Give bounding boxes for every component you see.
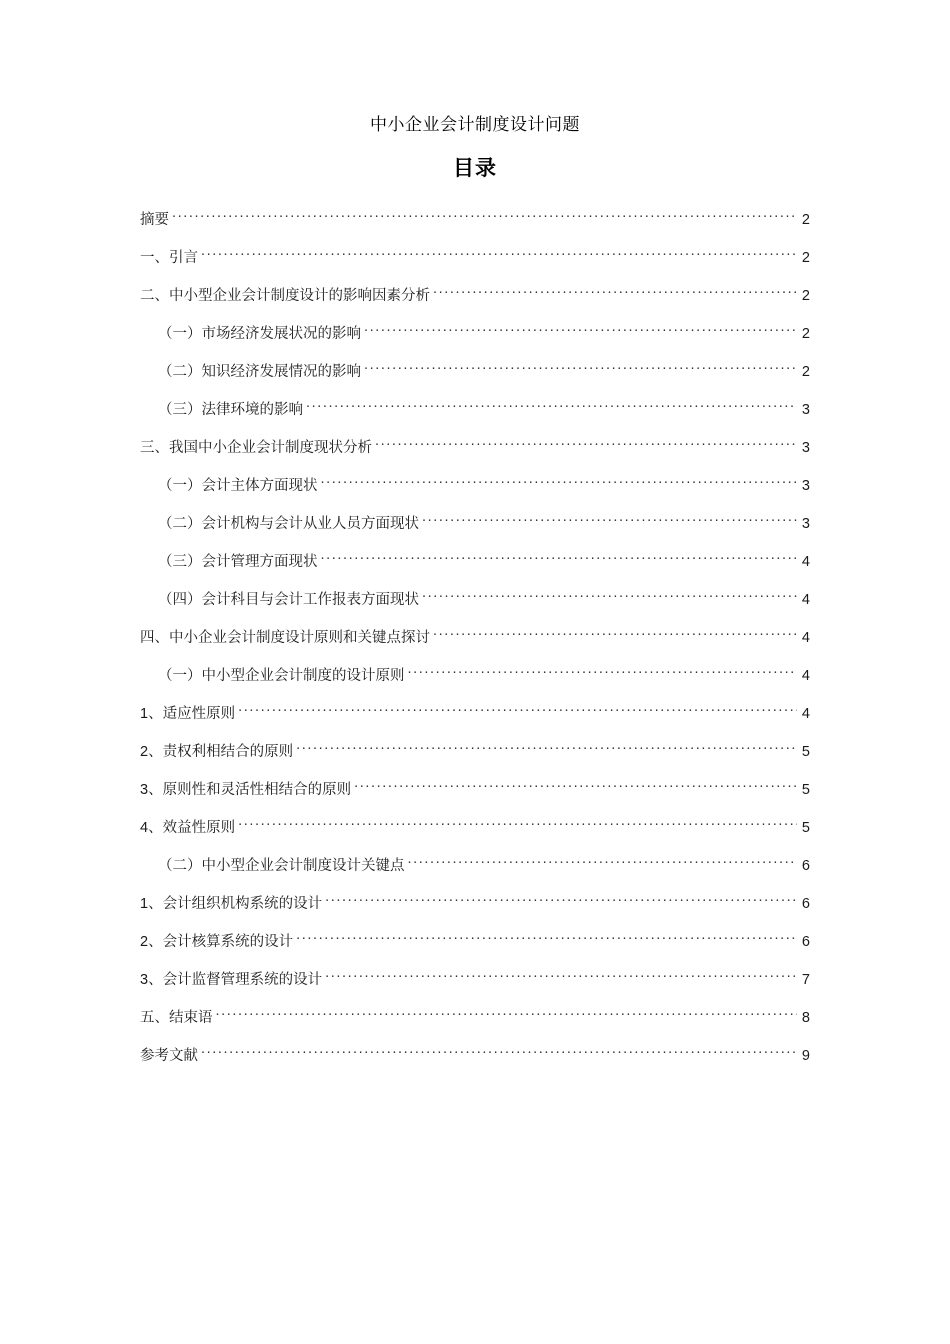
- toc-entry[interactable]: [140, 742, 810, 762]
- toc-entry-label: 一、引言: [140, 250, 198, 266]
- toc-leader-dots: [216, 1008, 798, 1022]
- toc-entry[interactable]: [140, 400, 810, 420]
- toc-entry-label: （一）中小型企业会计制度的设计原则: [158, 668, 405, 684]
- toc-entry-page-number: 4: [801, 706, 810, 722]
- toc-leader-dots: [296, 932, 797, 946]
- toc-entry-label: （三）会计管理方面现状: [158, 554, 318, 570]
- toc-entry[interactable]: [140, 1008, 810, 1028]
- toc-heading: 目录: [453, 157, 497, 180]
- toc-leader-dots: [238, 704, 797, 718]
- page-title: 中小企业会计制度设计问题: [370, 115, 580, 134]
- toc-leader-dots: [321, 552, 798, 566]
- toc-leader-dots: [238, 818, 797, 832]
- toc-leader-dots: [433, 628, 797, 642]
- toc-entry-page-number: 3: [801, 478, 810, 494]
- toc-entry-page-number: 2: [801, 212, 810, 228]
- toc-leader-dots: [172, 210, 797, 224]
- toc-entry[interactable]: [140, 514, 810, 534]
- toc-entry-label: （二）中小型企业会计制度设计关键点: [158, 858, 405, 874]
- toc-entry[interactable]: [140, 894, 810, 914]
- toc-leader-dots: [422, 514, 797, 528]
- toc-entry-label: 参考文献: [140, 1048, 198, 1064]
- table-of-contents: [140, 210, 810, 1066]
- toc-entry-page-number: 5: [801, 782, 810, 798]
- toc-entry-label: 3、原则性和灵活性相结合的原则: [140, 782, 352, 798]
- toc-entry-label: 4、效益性原则: [140, 820, 236, 836]
- toc-leader-dots: [364, 324, 797, 338]
- toc-entry[interactable]: [140, 818, 810, 838]
- toc-entry[interactable]: [140, 476, 810, 496]
- toc-entry-label: 二、中小型企业会计制度设计的影响因素分析: [140, 288, 430, 304]
- toc-leader-dots: [375, 438, 797, 452]
- toc-entry[interactable]: [140, 362, 810, 382]
- toc-entry-label: 2、责权利相结合的原则: [140, 744, 294, 760]
- toc-entry[interactable]: [140, 324, 810, 344]
- toc-entry[interactable]: [140, 1046, 810, 1066]
- toc-entry-page-number: 7: [801, 972, 810, 988]
- toc-entry-page-number: 4: [801, 592, 810, 608]
- toc-entry-page-number: 4: [801, 668, 810, 684]
- toc-entry-label: （二）知识经济发展情况的影响: [158, 364, 361, 380]
- toc-entry-label: 五、结束语: [140, 1010, 213, 1026]
- toc-entry[interactable]: [140, 704, 810, 724]
- toc-entry-label: （二）会计机构与会计从业人员方面现状: [158, 516, 419, 532]
- toc-entry[interactable]: [140, 780, 810, 800]
- toc-leader-dots: [201, 248, 797, 262]
- toc-entry-label: （四）会计科目与会计工作报表方面现状: [158, 592, 419, 608]
- toc-leader-dots: [433, 286, 797, 300]
- toc-entry-page-number: 6: [801, 858, 810, 874]
- toc-entry-page-number: 5: [801, 820, 810, 836]
- toc-entry-page-number: 4: [801, 554, 810, 570]
- toc-entry-page-number: 9: [801, 1048, 810, 1064]
- toc-entry-page-number: 6: [801, 934, 810, 950]
- toc-leader-dots: [325, 970, 797, 984]
- toc-entry-page-number: 6: [801, 896, 810, 912]
- toc-leader-dots: [408, 856, 798, 870]
- toc-leader-dots: [321, 476, 798, 490]
- toc-entry-page-number: 8: [801, 1010, 810, 1026]
- toc-leader-dots: [201, 1046, 797, 1060]
- toc-entry[interactable]: [140, 248, 810, 268]
- toc-entry[interactable]: [140, 210, 810, 230]
- toc-entry-page-number: 3: [801, 402, 810, 418]
- toc-entry-page-number: 2: [801, 364, 810, 380]
- toc-entry[interactable]: [140, 970, 810, 990]
- toc-entry[interactable]: [140, 856, 810, 876]
- toc-entry-label: 四、中小企业会计制度设计原则和关键点探讨: [140, 630, 430, 646]
- toc-entry-page-number: 3: [801, 516, 810, 532]
- toc-entry[interactable]: [140, 628, 810, 648]
- toc-entry-label: （一）会计主体方面现状: [158, 478, 318, 494]
- toc-entry-label: 2、会计核算系统的设计: [140, 934, 294, 950]
- toc-entry-label: 3、会计监督管理系统的设计: [140, 972, 323, 988]
- toc-entry-label: 1、会计组织机构系统的设计: [140, 896, 323, 912]
- toc-entry-label: 摘要: [140, 212, 169, 228]
- toc-leader-dots: [325, 894, 797, 908]
- toc-entry-label: 1、适应性原则: [140, 706, 236, 722]
- toc-entry-label: 三、我国中小企业会计制度现状分析: [140, 440, 372, 456]
- toc-entry[interactable]: [140, 438, 810, 458]
- toc-leader-dots: [354, 780, 797, 794]
- toc-entry[interactable]: [140, 932, 810, 952]
- toc-entry-page-number: 4: [801, 630, 810, 646]
- toc-leader-dots: [306, 400, 797, 414]
- toc-leader-dots: [408, 666, 798, 680]
- toc-entry-page-number: 2: [801, 288, 810, 304]
- toc-entry[interactable]: [140, 590, 810, 610]
- toc-leader-dots: [296, 742, 797, 756]
- toc-entry-label: （三）法律环境的影响: [158, 402, 303, 418]
- toc-entry[interactable]: [140, 286, 810, 306]
- toc-leader-dots: [422, 590, 797, 604]
- toc-entry[interactable]: [140, 666, 810, 686]
- toc-entry-page-number: 2: [801, 326, 810, 342]
- toc-entry-page-number: 3: [801, 440, 810, 456]
- toc-leader-dots: [364, 362, 797, 376]
- toc-entry-page-number: 5: [801, 744, 810, 760]
- toc-entry-label: （一）市场经济发展状况的影响: [158, 326, 361, 342]
- toc-entry-page-number: 2: [801, 250, 810, 266]
- toc-entry[interactable]: [140, 552, 810, 572]
